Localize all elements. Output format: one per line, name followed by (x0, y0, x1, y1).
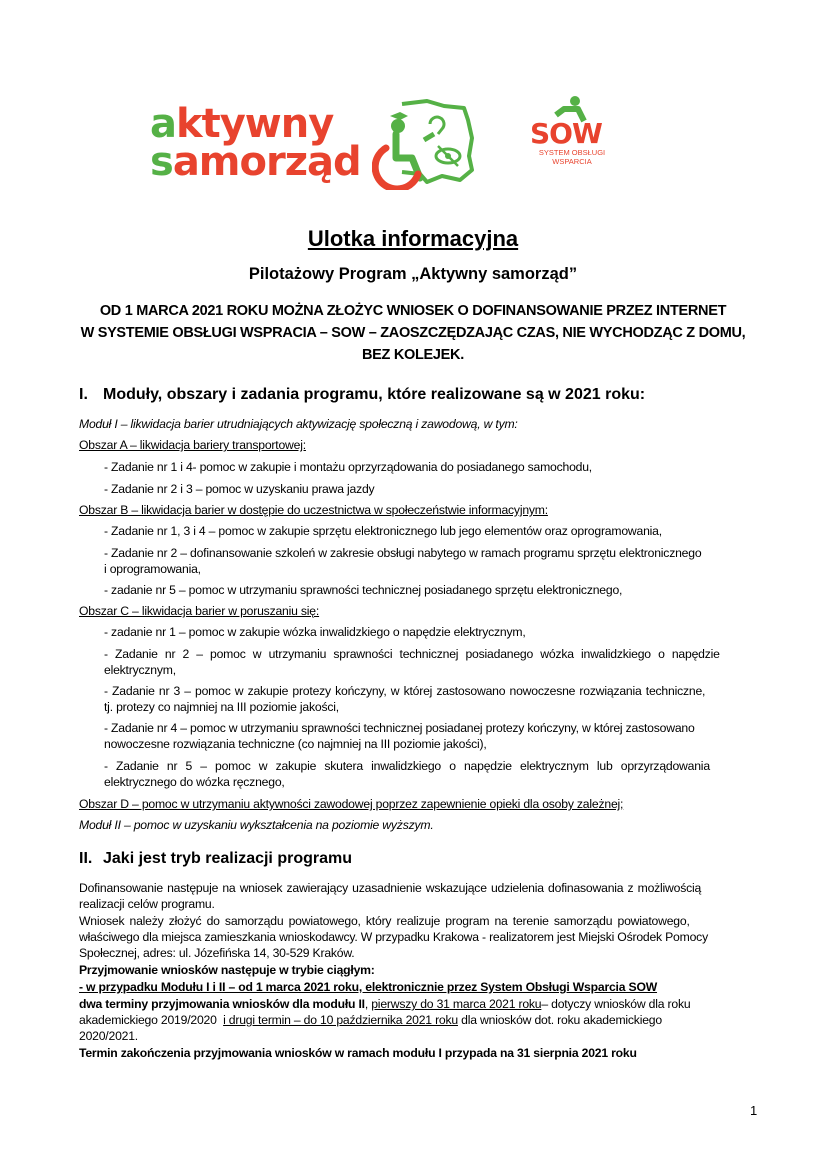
list-item: - Zadanie nr 2 – pomoc w utrzymaniu sprawności technicznej posiadanego wózka inwalidzkiego o napędzie (104, 647, 720, 661)
list-item: - Zadanie nr 2 i 3 – pomoc w uzyskaniu prawa jazdy (104, 482, 375, 496)
list-item: elektrycznym, (104, 663, 176, 677)
list-item: - Zadanie nr 2 – dofinansowanie szkoleń w zakresie obsługi nabytego w ramach programu sprzętu elektronicznego (104, 546, 702, 560)
list-item: - Zadanie nr 1, 3 i 4 – pomoc w zakupie sprzętu elektronicznego lub jego elementów oraz oprogramowania, (104, 524, 662, 538)
logo-word-aktywny: aktywny (150, 101, 334, 147)
aktywny-samorzad-logo (150, 98, 480, 190)
wheelchair-map-icon (372, 98, 477, 190)
list-item: - zadanie nr 1 – pomoc w zakupie wózka inwalidzkiego o napędzie elektrycznym, (104, 625, 526, 639)
paragraph: właściwego dla miejsca zamieszkania wnioskodawcy. W przypadku Krakowa - realizatorem jest Miejski Ośrodek Pomocy (79, 930, 708, 944)
paragraph: realizacji celów programu. (79, 897, 215, 911)
modules-online: - w przypadku Modułu I i II – od 1 marca 2021 roku, elektronicznie przez System Obsługi Wsparcia SOW (79, 980, 658, 994)
list-item: - Zadanie nr 3 – pomoc w zakupie protezy kończyny, w której zastosowano nowoczesne rozwiązania techniczne, (104, 684, 706, 698)
sow-acronym: SOW (530, 117, 602, 150)
area-a-title: Obszar A – likwidacja bariery transportowej: (79, 438, 306, 452)
terms-line: dwa terminy przyjmowania wniosków dla modułu II, pierwszy do 31 marca 2021 roku– dotyczy wniosków dla roku (79, 997, 691, 1011)
page-number: 1 (750, 1103, 758, 1118)
program-subtitle: Pilotażowy Program „Aktywny samorząd” (248, 265, 578, 283)
list-item: - zadanie nr 5 – pomoc w utrzymaniu sprawności technicznej posiadanego sprzętu elektronicznego, (104, 583, 623, 597)
announcement: OD 1 MARCA 2021 ROKU MOŻNA ZŁOŻYC WNIOSEK O DOFINANSOWANIE PRZEZ INTERNET W SYSTEMIE OBSŁUGI WSPRACIA – SOW – ZAOSZCZĘDZAJĄC CZAS, NIE WYCHODZĄC Z DOMU, BEZ KOLEJEK. (80, 303, 746, 363)
section-heading: II. Jaki jest tryb realizacji programu (79, 850, 352, 867)
area-d-title: Obszar D – pomoc w utrzymaniu aktywności zawodowej poprzez zapewnienie opieki dla osoby zależnej; (79, 797, 624, 811)
module-2: Moduł II – pomoc w uzyskaniu wykształcenia na poziomie wyższym. (79, 818, 434, 832)
paragraph: Dofinansowanie następuje na wniosek zawierający uzasadnienie wskazujące udzielenia dofinasowania z możliwością (79, 881, 702, 895)
sow-subtitle: SYSTEM OBSŁUGI (538, 148, 606, 157)
module-1: Moduł I – likwidacja barier utrudniających aktywizację społeczną i zawodową, w tym: (79, 417, 518, 431)
deadline: Termin zakończenia przyjmowania wniosków w ramach modułu I przypada na 31 sierpnia 2021 roku (79, 1046, 637, 1060)
list-item: - Zadanie nr 1 i 4- pomoc w zakupie i montażu oprzyrządowania do posiadanego samochodu, (104, 460, 592, 474)
list-item: - Zadanie nr 4 – pomoc w utrzymaniu sprawności technicznej posiadanej protezy kończyny, w której zastosowano (104, 721, 695, 735)
list-item: elektrycznego do wózka ręcznego, (104, 775, 285, 789)
list-item: - Zadanie nr 5 – pomoc w zakupie skutera inwalidzkiego o napędzie elektrycznym lub oprzyrządowania (104, 759, 710, 773)
logo-word-samorzad: samorząd (150, 139, 361, 185)
list-item: nowoczesne rozwiązania techniczne (co najmniej na III poziomie jakości), (104, 737, 487, 751)
paragraph: Społecznej, adres: ul. Józefińska 14, 30-529 Kraków. (79, 946, 355, 960)
continuous-mode: Przyjmowanie wniosków następuje w trybie ciągłym: (79, 963, 375, 977)
section-heading: I. Moduły, obszary i zadania programu, które realizowane są w 2021 roku: (79, 386, 646, 403)
area-b-title: Obszar B – likwidacja barier w dostępie do uczestnictwa w społeczeństwie informacyjnym: (79, 503, 548, 517)
paragraph: Wniosek należy złożyć do samorządu powiatowego, który realizuje program na terenie samorządu powiatowego, (79, 914, 690, 928)
terms-line: akademickiego 2019/2020 i drugi termin – do 10 października 2021 roku dla wniosków dot. roku akademickiego (79, 1013, 662, 1027)
area-c-title: Obszar C – likwidacja barier w poruszaniu się: (79, 604, 320, 618)
sow-subtitle: WSPARCIA (552, 157, 592, 166)
terms-line: 2020/2021. (79, 1029, 138, 1043)
page-title: Ulotka informacyjna (307, 226, 519, 251)
list-item: i oprogramowania, (104, 562, 201, 576)
sow-logo (526, 95, 621, 175)
list-item: tj. protezy co najmniej na III poziomie jakości, (104, 700, 339, 714)
